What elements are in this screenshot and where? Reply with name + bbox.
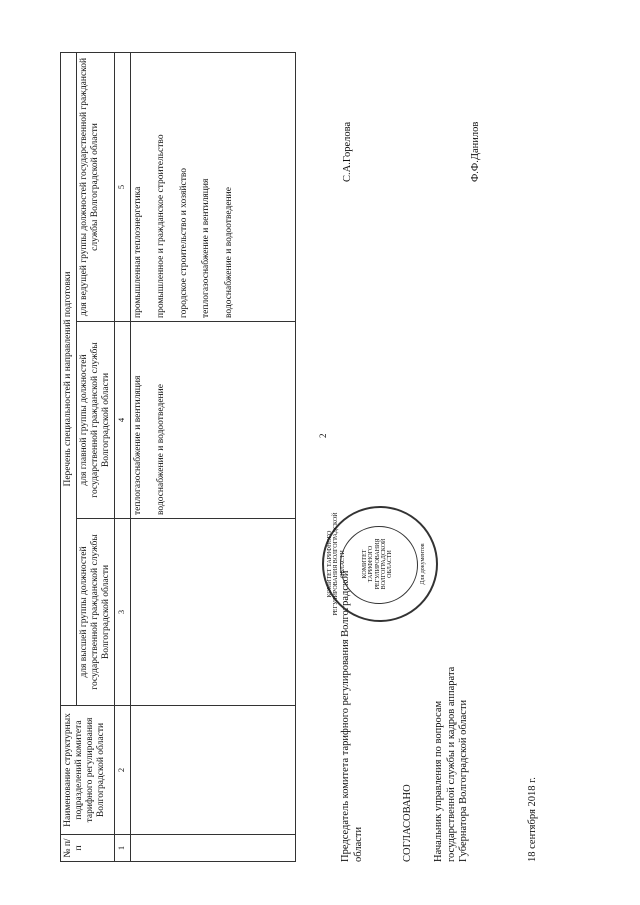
header-unit: Наименование структурных подразделений комитета тарифного регулирования Волгоградской области <box>61 706 115 835</box>
page-number: 2 <box>318 433 328 438</box>
chairman-title: Председатель комитета тарифного регулирования Волгоградской области <box>340 570 364 862</box>
cell-unit <box>130 706 295 835</box>
table-row <box>130 53 295 862</box>
cell-col5 <box>130 53 295 322</box>
index-cell: 2 <box>114 706 130 835</box>
list-item: промышленная теплоэнергетика <box>132 186 143 318</box>
index-cell: 5 <box>114 53 130 322</box>
index-cell: 4 <box>114 322 130 519</box>
list-item: водоснабжение и водоотведение <box>155 384 166 515</box>
header-col3: для высшей группы должностей государственной гражданской службы Волгоградской области <box>76 519 114 706</box>
cell-col3 <box>130 519 295 706</box>
index-cell: 3 <box>114 519 130 706</box>
cell-col4 <box>130 322 295 519</box>
agreed-label: СОГЛАСОВАНО <box>402 784 413 862</box>
specialties-table <box>60 52 296 862</box>
list-item: теплогазоснабжение и вентиляция <box>132 375 143 515</box>
header-col4: для главной группы должностей государственной гражданской службы Волгоградской области <box>76 322 114 519</box>
seal-outer-text: КОМИТЕТ ТАРИФНОГО РЕГУЛИРОВАНИЯ ВОЛГОГРАДСКОЙ ОБЛАСТИ <box>327 512 346 616</box>
table-caption: Перечень специальностей и направлений подготовки <box>61 53 77 706</box>
list-item: водоснабжение и водоотведение <box>224 187 235 318</box>
list-item: промышленное и гражданское строительство <box>155 134 166 318</box>
header-num: № п/п <box>61 835 115 862</box>
header-col5: для ведущей группы должностей государственной гражданской службы Волгоградской области <box>76 53 114 322</box>
seal-inner-text: КОМИТЕТ ТАРИФНОГО РЕГУЛИРОВАНИЯ ВОЛГОГРАДСКОЙ ОБЛАСТИ <box>362 538 394 590</box>
index-cell: 1 <box>114 835 130 862</box>
list-item: городское строительство и хозяйство <box>178 167 189 318</box>
cell-num <box>130 835 295 862</box>
chairman-name: С.А.Горелова <box>342 121 353 182</box>
head-title: Начальник управления по вопросам государственной службы и кадров аппарата Губернатора Волгоградской области <box>433 666 470 862</box>
rotated-page-content <box>50 52 590 862</box>
seal-bottom-text: Для документов <box>420 543 426 585</box>
official-seal <box>322 506 438 622</box>
table-header-row-1 <box>61 53 77 862</box>
signature-date: 18 сентября 2018 г. <box>527 777 538 862</box>
index-row <box>114 53 130 862</box>
head-name: Ф.Ф.Данилов <box>470 121 481 182</box>
list-item: теплогазоснабжение и вентиляция <box>201 178 212 318</box>
